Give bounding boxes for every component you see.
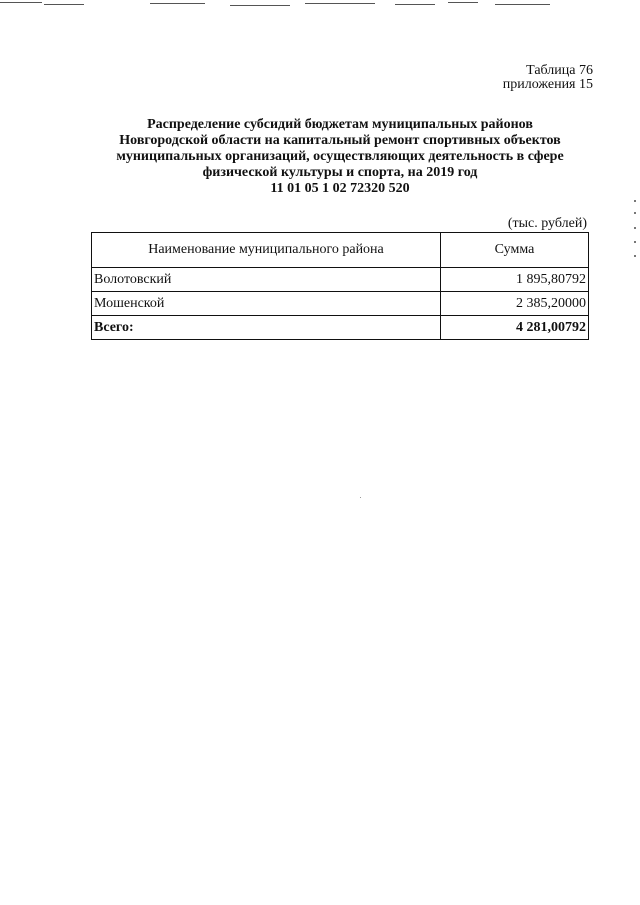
scan-top-edge-artifact — [0, 0, 640, 8]
table-row — [92, 292, 589, 316]
district-name: Мошенской — [92, 292, 441, 316]
scan-speck — [360, 497, 361, 498]
budget-code: 11 01 05 1 02 72320 520 — [270, 181, 410, 196]
column-header-district: Наименование муниципального района — [92, 233, 441, 268]
table-row — [92, 268, 589, 292]
subsidy-table — [91, 232, 589, 340]
district-name: Волотовский — [92, 268, 441, 292]
table-number: Таблица 76 — [526, 63, 593, 78]
scan-right-edge-artifact — [634, 200, 636, 260]
total-sum: 4 281,00792 — [441, 316, 589, 340]
title-line: Новгородской области на капитальный ремонт спортивных объектов — [119, 133, 561, 148]
total-label: Всего: — [92, 316, 441, 340]
total-row — [92, 316, 589, 340]
document-title — [70, 117, 610, 197]
title-line: Распределение субсидий бюджетам муниципальных районов — [147, 117, 533, 132]
units-label: (тыс. рублей) — [507, 216, 587, 231]
appendix-reference: приложения 15 — [502, 77, 593, 92]
title-line: физической культуры и спорта, на 2019 год — [202, 165, 478, 180]
table-header-row — [92, 233, 589, 268]
column-header-sum: Сумма — [441, 233, 589, 268]
district-sum: 2 385,20000 — [441, 292, 589, 316]
district-sum: 1 895,80792 — [441, 268, 589, 292]
table-reference — [503, 64, 593, 92]
title-line: муниципальных организаций, осуществляющих деятельность в сфере — [116, 149, 564, 164]
